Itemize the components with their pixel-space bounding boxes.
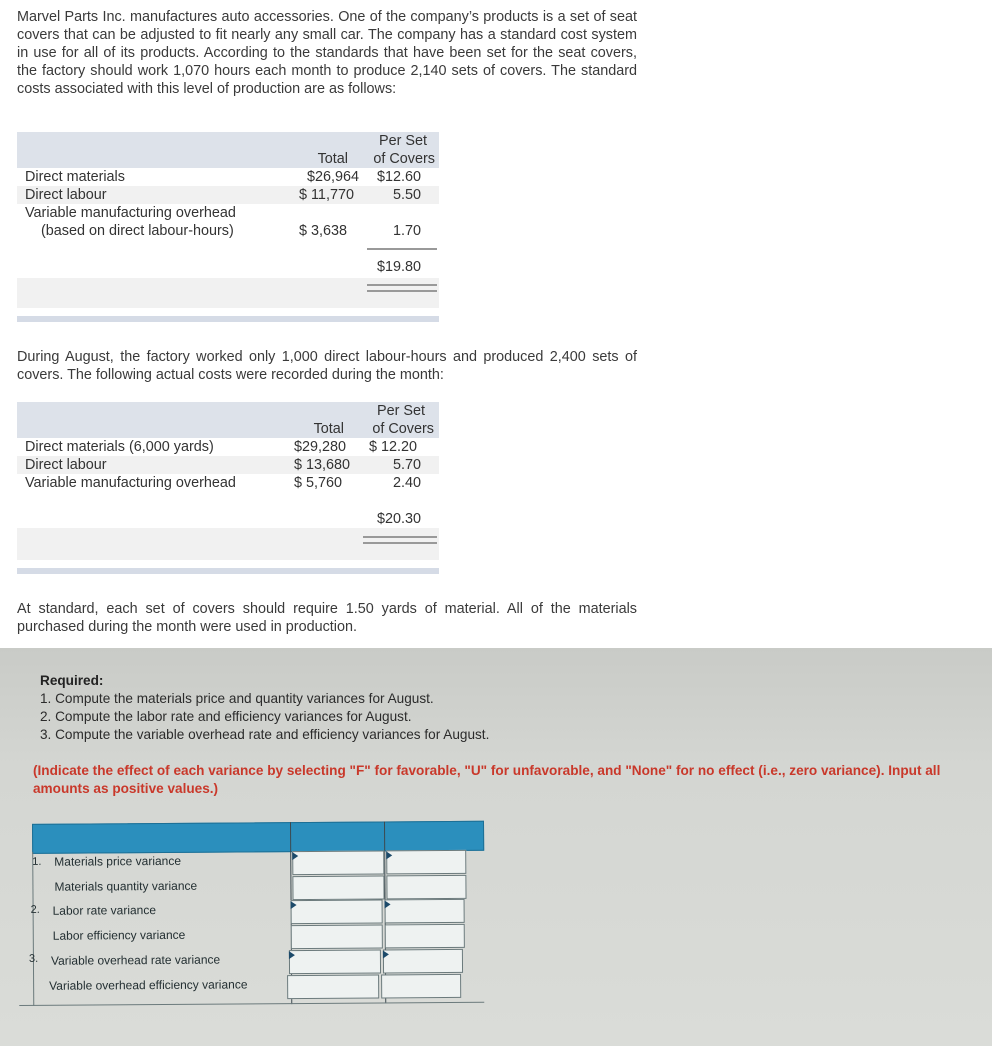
grid-row-label: Variable overhead efficiency variance	[49, 977, 248, 993]
row-label: (based on direct labour-hours)	[41, 223, 234, 239]
variance-answer-grid	[18, 821, 467, 1006]
required-item: 2. Compute the labor rate and efficiency variances for August.	[40, 709, 412, 724]
row-per-set: $12.60	[376, 169, 421, 185]
intro-paragraph: Marvel Parts Inc. manufactures auto accessories. One of the company’s products is a set of seat covers that can be adjusted to fit nearly any small car. The company has a standard cost system in use for all of its products. According to the standards that have been set for the seat covers, the factory should work 1,070 hours each month to produce 2,140 sets of covers. The standard costs associated with this level of production are as follows:	[17, 9, 637, 97]
required-item: 1. Compute the materials price and quantity variances for August.	[40, 691, 434, 706]
materials-price-effect-select[interactable]	[386, 850, 466, 875]
table-footer-bar	[17, 316, 439, 322]
materials-quantity-effect-select[interactable]	[386, 875, 466, 900]
grid-row-label: Materials price variance	[54, 853, 182, 869]
double-rule-bottom	[363, 542, 437, 544]
materials-quantity-amount-input[interactable]	[292, 875, 384, 900]
row-label: Direct labour	[25, 187, 107, 203]
header-per-set: Per Set	[379, 133, 427, 149]
grid-row-label: Variable overhead rate variance	[50, 952, 221, 968]
row-label: Direct labour	[25, 457, 107, 473]
row-total: $ 5,760	[294, 475, 343, 491]
total-per-set: $20.30	[376, 511, 421, 527]
row-label: Variable manufacturing overhead	[25, 475, 236, 491]
subtotal-rule	[367, 248, 437, 250]
row-label: Direct materials (6,000 yards)	[25, 439, 214, 455]
required-heading: Required:	[40, 673, 104, 688]
header-total: Total	[317, 151, 348, 167]
dropdown-marker-icon	[385, 900, 391, 908]
materials-price-amount-input[interactable]	[292, 850, 384, 875]
row-per-set: 5.50	[392, 187, 421, 203]
grid-header-bar	[32, 821, 484, 854]
dropdown-marker-icon	[383, 950, 389, 958]
grid-row-label: Labor rate variance	[52, 903, 157, 918]
overhead-efficiency-amount-input[interactable]	[287, 974, 379, 999]
header-per-set: Per Set	[377, 403, 425, 419]
grid-row-number: 3.	[28, 952, 39, 965]
row-total: $ 3,638	[299, 223, 348, 239]
dropdown-marker-icon	[292, 852, 298, 860]
labor-rate-effect-select[interactable]	[385, 899, 465, 924]
row-total: $ 13,680	[294, 457, 351, 473]
row-per-set: 2.40	[392, 475, 421, 491]
required-block	[40, 672, 980, 744]
row-total: $ 11,770	[299, 187, 354, 203]
row-label: Direct materials	[25, 169, 125, 185]
header-of-covers: of Covers	[372, 421, 434, 437]
grid-row-number: 1.	[32, 855, 42, 868]
row-per-set: 1.70	[392, 223, 421, 239]
header-total: Total	[313, 421, 344, 437]
dropdown-marker-icon	[289, 951, 295, 959]
labor-rate-amount-input[interactable]	[291, 899, 383, 924]
overhead-efficiency-effect-select[interactable]	[381, 974, 461, 999]
overhead-rate-amount-input[interactable]	[289, 949, 381, 974]
overhead-rate-effect-select[interactable]	[383, 949, 463, 974]
standard-note-paragraph: At standard, each set of covers should require 1.50 yards of material. All of the materials purchased during the month were used in production.	[17, 601, 637, 635]
table-footer-bar	[17, 568, 439, 574]
instruction-note: (Indicate the effect of each variance by selecting "F" for favorable, "U" for unfavorable, and "None" for no effect (i.e., zero variance). Input all amounts as positive values.)	[33, 763, 941, 796]
required-item: 3. Compute the variable overhead rate and efficiency variances for August.	[40, 727, 490, 742]
dropdown-marker-icon	[291, 901, 297, 909]
double-rule-top	[367, 284, 437, 286]
row-total: $26,964	[306, 169, 359, 185]
grid-row-number: 2.	[30, 903, 40, 916]
total-per-set: $19.80	[376, 259, 421, 275]
grid-row-label: Materials quantity variance	[54, 878, 198, 894]
actual-cost-table	[17, 402, 439, 576]
labor-efficiency-effect-select[interactable]	[385, 924, 465, 949]
header-of-covers: of Covers	[373, 151, 435, 167]
row-per-set: 5.70	[392, 457, 421, 473]
row-per-set: $ 12.20	[369, 439, 418, 455]
required-section-photo	[0, 648, 992, 1046]
standard-cost-table	[17, 132, 439, 324]
grid-row-label: Labor efficiency variance	[52, 927, 186, 943]
double-rule-bottom	[367, 290, 437, 292]
double-rule-top	[363, 536, 437, 538]
row-total: $29,280	[294, 439, 347, 455]
august-paragraph: During August, the factory worked only 1,000 direct labour-hours and produced 2,400 sets of covers. The following actual costs were recorded during the month:	[17, 349, 637, 383]
row-label: Variable manufacturing overhead	[25, 205, 236, 221]
labor-efficiency-amount-input[interactable]	[291, 924, 383, 949]
dropdown-marker-icon	[386, 851, 392, 859]
